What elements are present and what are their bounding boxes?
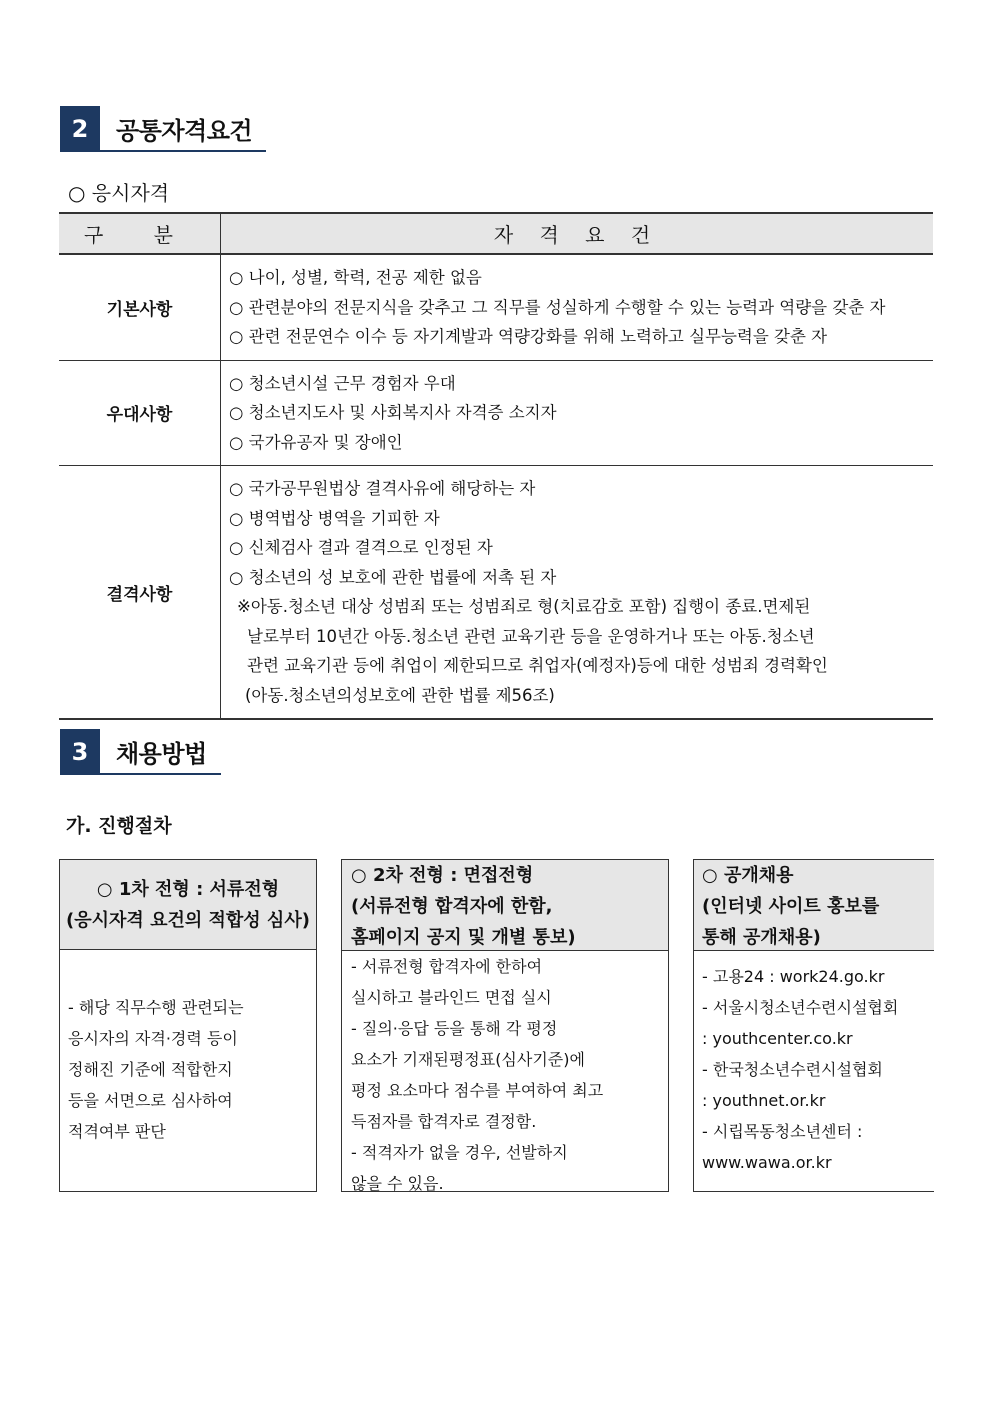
list-item: ○ 국가유공자 및 장애인	[229, 432, 403, 452]
row-content	[221, 254, 934, 360]
box-body-line: 실시하고 블라인드 면접 실시	[351, 988, 552, 1007]
box-body-line: - 시립목동청소년센터 :	[702, 1122, 863, 1141]
box-header-line: 홈페이지 공지 및 개별 통보)	[351, 927, 576, 948]
box-header-line: ○ 공개채용	[702, 865, 794, 886]
list-item: ○ 신체검사 결과 결격으로 인정된 자	[229, 538, 493, 557]
note-line: 날로부터 10년간 아동.청소년 관련 교육기관 등을 운영하거나 또는 아동.청소년	[247, 626, 815, 646]
table-row	[59, 466, 933, 720]
row-label: 우대사항	[59, 360, 221, 466]
box-body-line: 득점자를 합격자로 결정함.	[351, 1112, 537, 1131]
box-header	[342, 860, 668, 951]
section-title: 공통자격요건	[100, 106, 266, 152]
row-content	[221, 360, 934, 466]
list-item: ○ 병역법상 병역을 기피한 자	[229, 508, 440, 528]
box-body	[60, 950, 316, 1147]
box-header-line: ○ 2차 전형 : 면접전형	[351, 865, 534, 886]
box-body-line: - 서류전형 합격자에 한하여	[351, 957, 543, 976]
box-header-line: (서류전형 합격자에 한함,	[351, 896, 553, 917]
note-line: ※아동.청소년 대상 성범죄 또는 성범죄로 형(치료감호 포함) 집행이 종료.면제된	[237, 597, 811, 616]
subheading-procedure: 가. 진행절차	[66, 815, 172, 837]
note-line: 관련 교육기관 등에 취업이 제한되므로 취업자(예정자)등에 대한 성범죄 경력확인	[247, 656, 828, 675]
list-item: ○ 관련 전문연수 이수 등 자기계발과 역량강화를 위해 노력하고 실무능력을 갖춘 자	[229, 327, 828, 346]
box-header	[694, 860, 934, 951]
qualification-table	[59, 212, 933, 720]
box-header-line: (응시자격 요건의 적합성 심사)	[66, 910, 310, 931]
box-body-line: : youthnet.or.kr	[702, 1091, 826, 1110]
list-item: ○ 관련분야의 전문지식을 갖추고 그 직무를 성실하게 수행할 수 있는 능력과 역량을 갖춘 자	[229, 297, 886, 317]
box-body-line: 적격여부 판단	[68, 1122, 166, 1141]
list-item: ○ 국가공무원법상 결격사유에 해당하는 자	[229, 479, 536, 498]
list-item: ○ 나이, 성별, 학력, 전공 제한 없음	[229, 268, 482, 287]
box-body-line: 요소가 기재된평정표(심사기준)에	[351, 1050, 585, 1069]
section-2-heading	[60, 106, 266, 152]
section-number: 2	[60, 106, 100, 152]
table-header-requirements: 자 격 요 건	[221, 213, 934, 254]
box-header-line: (인터넷 사이트 홍보를	[702, 896, 880, 917]
list-item: ○ 청소년의 성 보호에 관한 법률에 저촉 된 자	[229, 567, 557, 587]
box-body-line: 않을 수 있음.	[351, 1174, 444, 1193]
box-body-line: 평정 요소마다 점수를 부여하여 최고	[351, 1081, 604, 1100]
subheading-qualification: ○ 응시자격	[68, 181, 170, 205]
procedure-box-document-screening	[59, 859, 317, 1192]
table-row	[59, 360, 933, 466]
list-item: ○ 청소년지도사 및 사회복지사 자격증 소지자	[229, 403, 557, 422]
list-item: ○ 청소년시설 근무 경험자 우대	[229, 373, 456, 393]
box-body-line: - 적격자가 없을 경우, 선발하지	[351, 1143, 568, 1162]
box-body-line: 등을 서면으로 심사하여	[68, 1091, 233, 1110]
box-body-line: - 한국청소년수련시설협회	[702, 1060, 883, 1079]
note-line: (아동.청소년의성보호에 관한 법률 제56조)	[245, 685, 555, 705]
box-body-line: - 서울시청소년수련시설협회	[702, 998, 899, 1017]
box-header-line: 통해 공개채용)	[702, 927, 821, 948]
box-body	[342, 951, 668, 1199]
box-body-line: 응시자의 자격·경력 등이	[68, 1029, 238, 1048]
box-body-line: www.wawa.or.kr	[702, 1153, 832, 1172]
row-label: 결격사항	[59, 466, 221, 720]
section-3-heading	[60, 729, 221, 775]
box-header	[60, 860, 316, 950]
box-header-line: ○ 1차 전형 : 서류전형	[96, 879, 280, 900]
procedure-box-interview	[341, 859, 669, 1192]
row-content	[221, 466, 934, 720]
box-body	[694, 951, 934, 1178]
table-header-category: 구 분	[59, 213, 221, 254]
procedure-box-public-recruitment	[693, 859, 934, 1192]
table-row	[59, 254, 933, 360]
box-body-line: - 질의·응답 등을 통해 각 평정	[351, 1019, 558, 1038]
box-body-line: - 해당 직무수행 관련되는	[68, 998, 244, 1017]
row-label: 기본사항	[59, 254, 221, 360]
box-body-line: 정해진 기준에 적합한지	[68, 1060, 233, 1079]
box-body-line: - 고용24 : work24.go.kr	[702, 967, 885, 986]
box-body-line: : youthcenter.co.kr	[702, 1029, 853, 1048]
section-number: 3	[60, 729, 100, 775]
section-title: 채용방법	[100, 729, 221, 775]
